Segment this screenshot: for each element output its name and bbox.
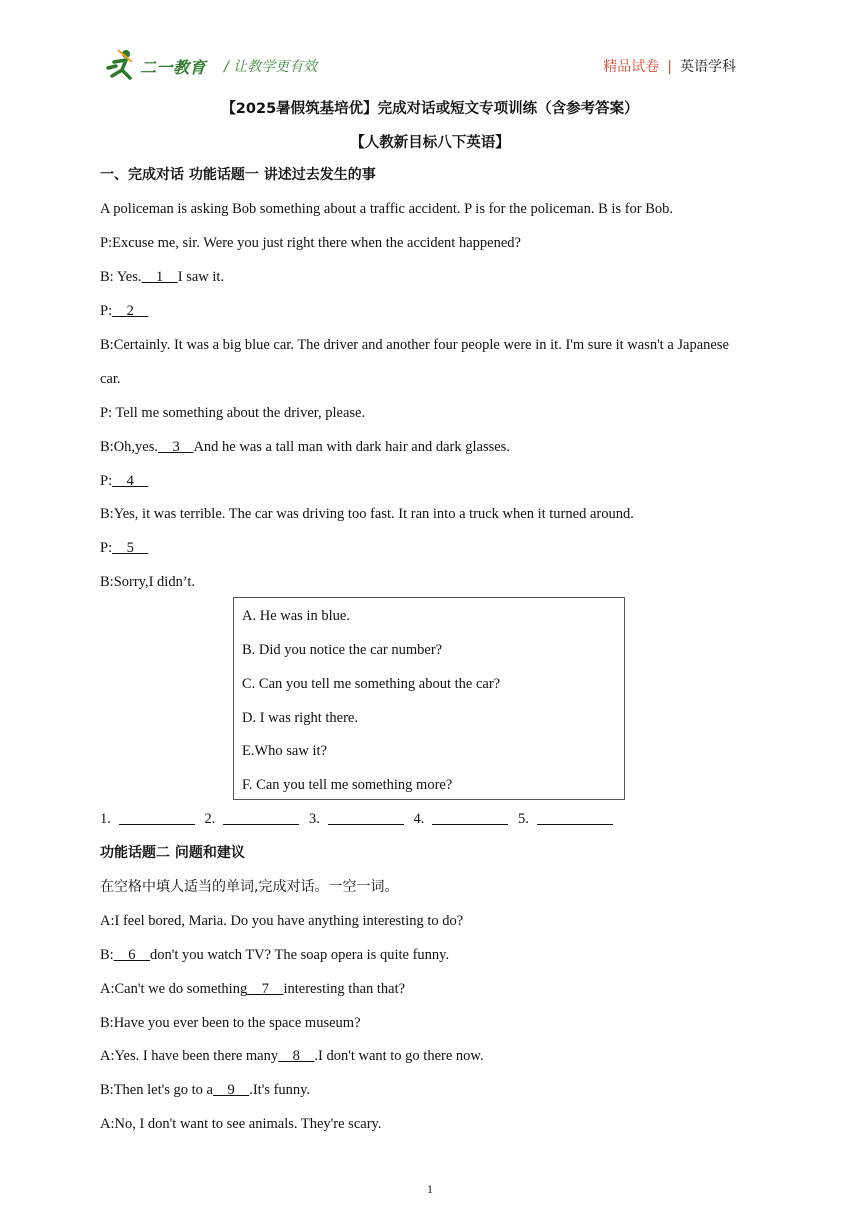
blank-4: 4 (112, 473, 149, 489)
option-c: C. Can you tell me something about the car? (242, 676, 501, 692)
premium-label: 精品试卷 (603, 59, 660, 75)
blank-8: 8 (278, 1048, 315, 1064)
blank-6: 6 (113, 947, 150, 963)
blank-1: 1 (141, 269, 178, 285)
answer-slot: 5. (518, 810, 613, 828)
runner-logo-icon (104, 48, 140, 82)
blank-9: 9 (212, 1082, 250, 1098)
dialogue-line: B:Have you ever been to the space museum? (100, 1015, 361, 1031)
document-subtitle: 【人教新目标八下英语】 (350, 135, 510, 151)
dialogue-line: P: 5 (100, 540, 149, 556)
dialogue-line: B:Yes, it was terrible. The car was driving too fast. It ran into a truck when it turned around. (100, 506, 634, 522)
dialogue-line: P:Excuse me, sir. Were you just right there when the accident happened? (100, 235, 521, 251)
dialogue-line: P: Tell me something about the driver, please. (100, 405, 366, 421)
dialogue-line: A:No, I don't want to see animals. They're scary. (100, 1116, 382, 1132)
options-box (233, 597, 625, 800)
option-f: F. Can you tell me something more? (242, 777, 453, 793)
page-header (100, 44, 740, 84)
answer-blank[interactable] (432, 810, 508, 825)
page-number: 1 (427, 1182, 433, 1196)
blank-2: 2 (112, 303, 149, 319)
answer-slot: 4. (414, 810, 509, 828)
logo-text: 二一教育 (140, 58, 207, 77)
document-title: 【2025暑假筑基培优】完成对话或短文专项训练（含参考答案） (221, 101, 639, 117)
section1-heading: 一、完成对话 功能话题一 讲述过去发生的事 (100, 167, 376, 183)
dialogue-line: B: Yes. 1 I saw it. (100, 269, 225, 285)
answer-blank[interactable] (537, 810, 613, 825)
dialogue-line: P: 4 (100, 473, 149, 489)
dialogue-line: A:I feel bored, Maria. Do you have anything interesting to do? (100, 913, 464, 929)
header-separator: | (667, 59, 672, 75)
section2-heading: 功能话题二 问题和建议 (100, 845, 245, 861)
subject-label: 英语学科 (680, 59, 736, 75)
dialogue-line: car. (100, 371, 121, 387)
dialogue-line: B:Sorry,I didn’t. (100, 574, 196, 590)
dialogue-line: B:Oh,yes. 3 And he was a tall man with dark hair and dark glasses. (100, 439, 510, 455)
answer-blank[interactable] (328, 810, 404, 825)
header-right (603, 56, 736, 76)
blank-7: 7 (247, 981, 284, 997)
answer-slot: 3. (309, 810, 404, 828)
option-d: D. I was right there. (242, 710, 358, 726)
dialogue-line: A:Can't we do something 7 interesting than that? (100, 981, 406, 997)
logo (104, 48, 216, 84)
section1-intro: A policeman is asking Bob something about a traffic accident. P is for the policeman. B is for Bob. (100, 201, 674, 217)
option-e: E.Who saw it? (242, 743, 327, 759)
dialogue-line: B:Certainly. It was a big blue car. The driver and another four people were in it. I'm sure it wasn't a Japanese (100, 337, 729, 353)
blank-3: 3 (158, 439, 194, 455)
answer-slot: 1. (100, 810, 195, 828)
dialogue-line: A:Yes. I have been there many 8 .I don't want to go there now. (100, 1048, 484, 1064)
answer-blank[interactable] (223, 810, 299, 825)
dialogue-line: B: 6 don't you watch TV? The soap opera is quite funny. (100, 947, 450, 963)
section2-instruction: 在空格中填人适当的单词,完成对话。一空一词。 (100, 879, 399, 895)
slogan: / 让教学更有效 (224, 59, 318, 75)
dialogue-line: P: 2 (100, 303, 149, 319)
dialogue-line: B:Then let's go to a 9 .It's funny. (100, 1082, 311, 1098)
option-a: A. He was in blue. (242, 608, 350, 624)
answer-line (100, 810, 619, 828)
answer-blank[interactable] (119, 810, 195, 825)
blank-5: 5 (112, 540, 149, 556)
option-b: B. Did you notice the car number? (242, 642, 443, 658)
answer-slot: 2. (205, 810, 300, 828)
